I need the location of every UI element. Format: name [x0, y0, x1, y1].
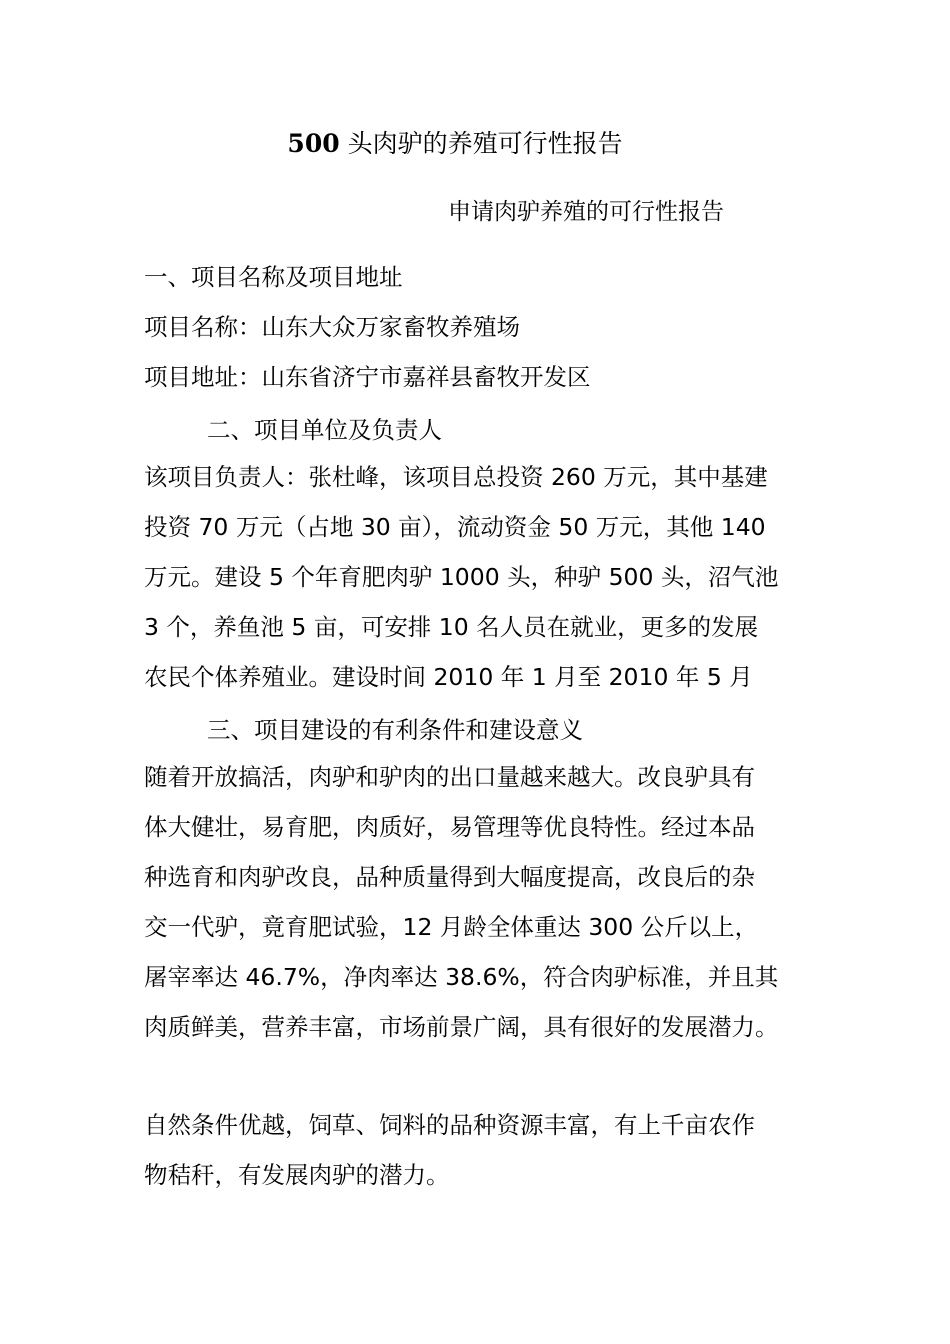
paragraph-line: 投资 70 万元（占地 30 亩），流动资金 50 万元，其他 140 — [144, 513, 766, 541]
project-address-line: 项目地址：山东省济宁市嘉祥县畜牧开发区 — [144, 363, 591, 391]
title-number: 500 — [287, 129, 340, 158]
paragraph-line: 屠宰率达 46.7%，净肉率达 38.6%，符合肉驴标准，并且其 — [144, 963, 779, 991]
document-title — [0, 126, 910, 162]
paragraph-line: 体大健壮，易育肥，肉质好，易管理等优良特性。经过本品 — [144, 813, 755, 841]
document-subtitle: 申请肉驴养殖的可行性报告 — [448, 199, 724, 225]
paragraph-line: 万元。建设 5 个年育肥肉驴 1000 头，种驴 500 头，沼气池 — [144, 563, 779, 591]
paragraph-line: 该项目负责人：张杜峰，该项目总投资 260 万元，其中基建 — [144, 463, 768, 491]
paragraph-line: 交一代驴，竟育肥试验，12 月龄全体重达 300 公斤以上， — [144, 913, 759, 941]
paragraph-line: 3 个，养鱼池 5 亩，可安排 10 名人员在就业，更多的发展 — [144, 613, 759, 641]
project-name-line: 项目名称：山东大众万家畜牧养殖场 — [144, 313, 520, 341]
section-heading-1: 一、项目名称及项目地址 — [144, 263, 403, 291]
paragraph-line: 自然条件优越，饲草、饲料的品种资源丰富，有上千亩农作 — [144, 1111, 755, 1139]
paragraph-line: 种选育和肉驴改良，品种质量得到大幅度提高，改良后的杂 — [144, 863, 755, 891]
section-heading-3: 三、项目建设的有利条件和建设意义 — [207, 716, 583, 744]
section-heading-2: 二、项目单位及负责人 — [207, 416, 442, 444]
title-text: 头肉驴的养殖可行性报告 — [347, 129, 623, 158]
paragraph-line: 肉质鲜美，营养丰富，市场前景广阔，具有很好的发展潜力。 — [144, 1013, 779, 1041]
paragraph-line: 物秸秆，有发展肉驴的潜力。 — [144, 1161, 450, 1189]
paragraph-line: 农民个体养殖业。建设时间 2010 年 1 月至 2010 年 5 月 — [144, 663, 753, 691]
paragraph-line: 随着开放搞活，肉驴和驴肉的出口量越来越大。改良驴具有 — [144, 763, 755, 791]
